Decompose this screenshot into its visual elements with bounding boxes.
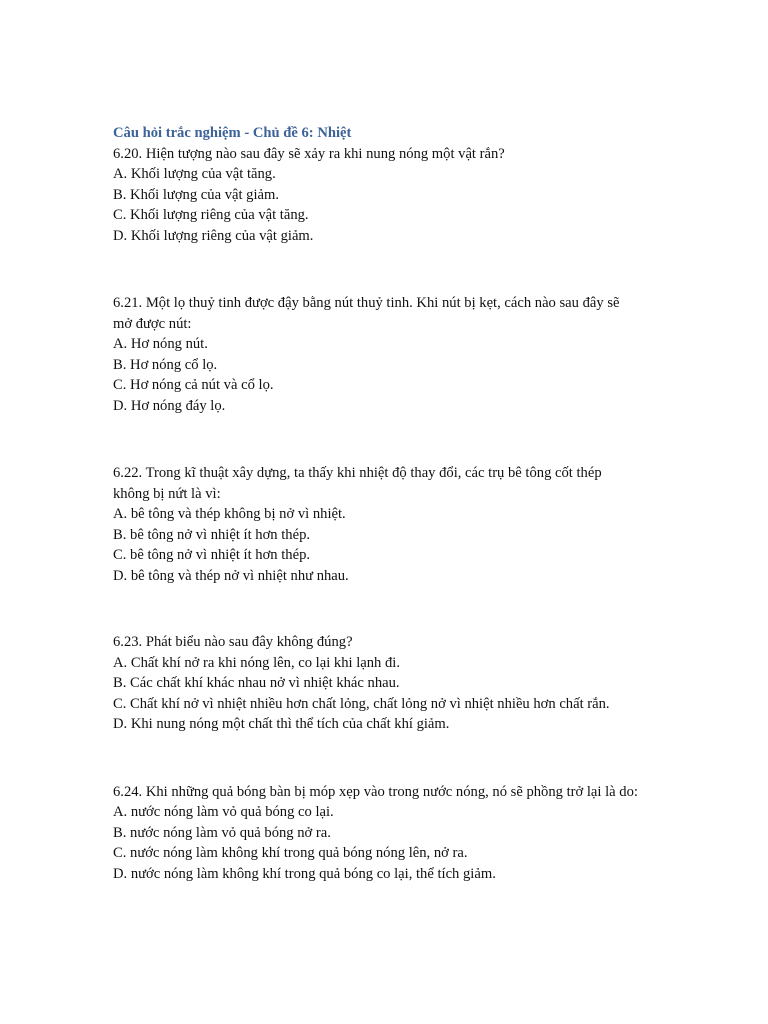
spacer — [113, 735, 673, 782]
spacer — [113, 416, 673, 463]
question-6-22 — [113, 463, 673, 586]
option-a: A. Hơ nóng nút. — [113, 336, 208, 352]
question-6-24 — [113, 782, 673, 885]
question-6-20 — [113, 144, 673, 247]
question-6-23 — [113, 632, 673, 735]
question-text-continued: không bị nứt là vì: — [113, 485, 221, 502]
option-b: B. Khối lượng của vật giảm. — [113, 186, 279, 203]
option-d: D. Hơ nóng đáy lọ. — [113, 397, 226, 414]
option-d: D. Khối lượng riêng của vật giảm. — [113, 227, 314, 244]
option-a: A. bê tông và thép không bị nở vì nhiệt. — [113, 506, 346, 522]
spacer — [113, 246, 673, 293]
option-b: B. Các chất khí khác nhau nở vì nhiệt khác nhau. — [113, 675, 400, 691]
option-c: C. bê tông nở vì nhiệt ít hơn thép. — [113, 547, 311, 563]
question-text: 6.22. Trong kĩ thuật xây dựng, ta thấy khi nhiệt độ thay đổi, các trụ bê tông cốt thép — [113, 465, 602, 481]
option-a: A. Khối lượng của vật tăng. — [113, 166, 276, 182]
option-b: B. bê tông nở vì nhiệt ít hơn thép. — [113, 526, 311, 543]
spacer — [113, 586, 673, 632]
option-c: C. Hơ nóng cả nút và cổ lọ. — [113, 377, 274, 393]
option-c: C. Khối lượng riêng của vật tăng. — [113, 207, 309, 223]
option-c: C. nước nóng làm không khí trong quả bóng nóng lên, nở ra. — [113, 845, 468, 861]
document-page — [113, 123, 673, 884]
option-a: A. Chất khí nở ra khi nóng lên, co lại khi lạnh đi. — [113, 654, 400, 671]
question-text: 6.21. Một lọ thuỷ tinh được đậy bằng nút thuỷ tinh. Khi nút bị kẹt, cách nào sau đây sẽ — [113, 295, 620, 311]
option-d: D. nước nóng làm không khí trong quả bóng co lại, thể tích giảm. — [113, 865, 496, 882]
option-d: D. bê tông và thép nở vì nhiệt như nhau. — [113, 567, 349, 584]
document-title: Câu hỏi trắc nghiệm - Chủ đề 6: Nhiệt — [113, 125, 352, 141]
question-text-continued: mở được nút: — [113, 315, 192, 332]
option-b: B. nước nóng làm vỏ quả bóng nở ra. — [113, 824, 331, 841]
question-text: 6.23. Phát biểu nào sau đây không đúng? — [113, 634, 353, 650]
option-b: B. Hơ nóng cổ lọ. — [113, 356, 218, 373]
question-6-21 — [113, 293, 673, 416]
option-a: A. nước nóng làm vỏ quả bóng co lại. — [113, 804, 334, 820]
option-d: D. Khi nung nóng một chất thì thể tích của chất khí giảm. — [113, 716, 450, 732]
question-text: 6.24. Khi những quả bóng bàn bị móp xẹp vào trong nước nóng, nó sẽ phồng trở lại là do: — [113, 783, 638, 800]
option-c: C. Chất khí nở vì nhiệt nhiều hơn chất lỏng, chất lỏng nở vì nhiệt nhiều hơn chất rắn. — [113, 695, 610, 712]
question-text: 6.20. Hiện tượng nào sau đây sẽ xảy ra khi nung nóng một vật rắn? — [113, 145, 505, 162]
